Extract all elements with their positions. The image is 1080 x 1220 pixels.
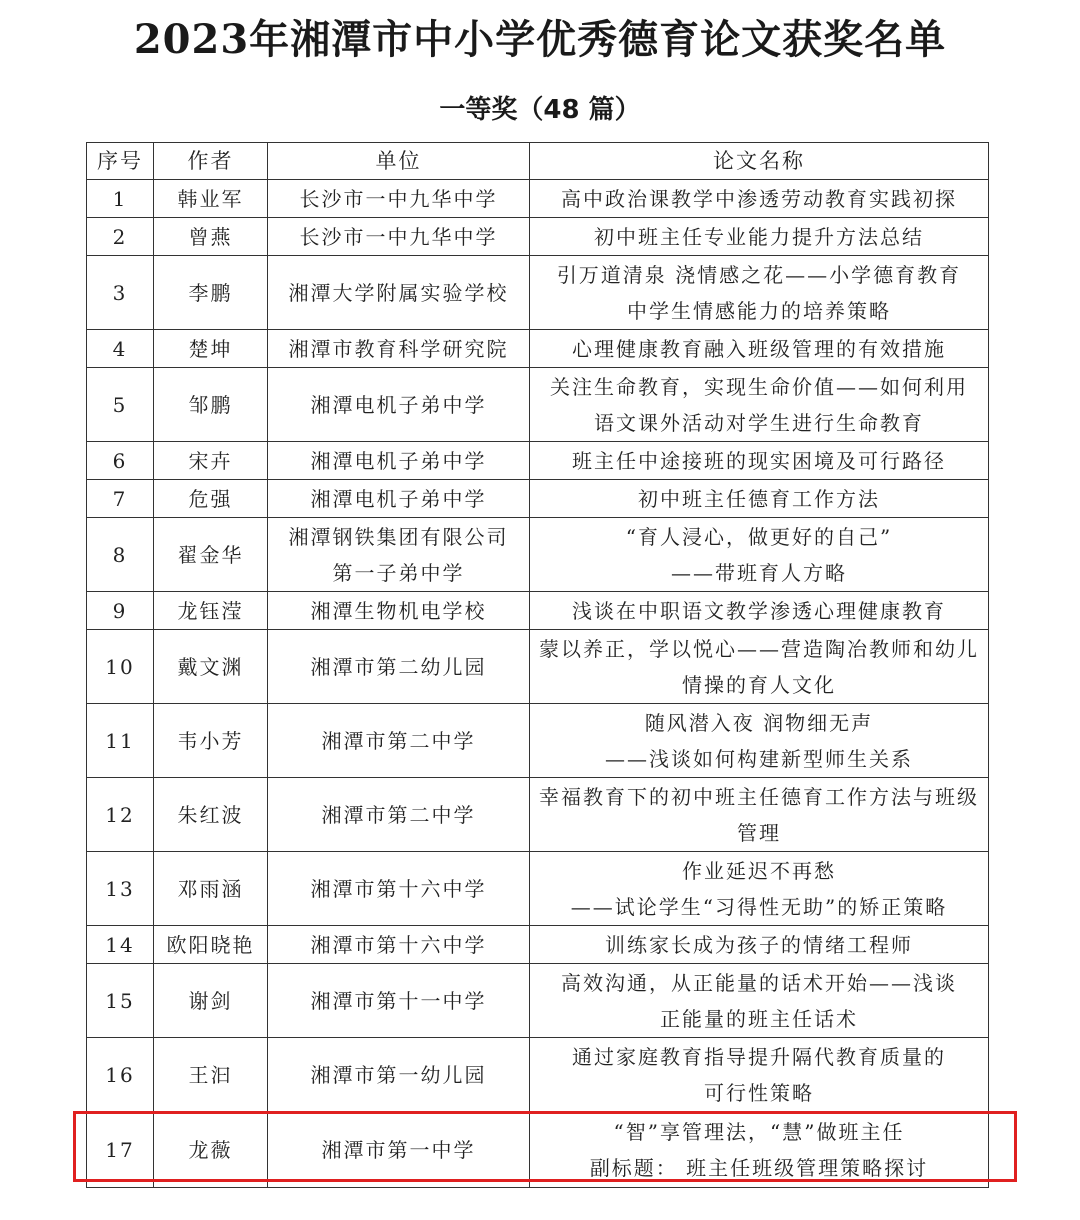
row-unit [268,778,530,852]
row-unit [268,1038,530,1112]
row-paper-title [530,1112,989,1188]
row-number: 12 [87,778,154,852]
table-row [87,1112,989,1188]
table-row [87,704,989,778]
paper-title-line: 正能量的班主任话术 [660,1006,858,1031]
row-author: 楚坤 [154,330,268,368]
row-author: 欧阳晓艳 [154,926,268,964]
row-number: 4 [87,330,154,368]
unit-line: 湘潭电机子弟中学 [310,448,487,473]
unit-line: 湘潭市第一中学 [321,1137,476,1162]
table-body [87,180,989,1188]
row-number: 7 [87,480,154,518]
paper-title-line: 心理健康教育融入班级管理的有效措施 [572,336,946,361]
row-paper-title [530,852,989,926]
row-author: 李鹏 [154,256,268,330]
unit-line: 湘潭大学附属实验学校 [288,280,509,305]
unit-line: 湘潭市教育科学研究院 [288,336,509,361]
row-number: 2 [87,218,154,256]
row-unit [268,480,530,518]
table-row [87,368,989,442]
row-paper-title [530,518,989,592]
row-author: 龙薇 [154,1112,268,1188]
row-paper-title [530,926,989,964]
table-row [87,964,989,1038]
table-row [87,852,989,926]
row-paper-title [530,368,989,442]
unit-line: 湘潭电机子弟中学 [310,486,487,511]
paper-title-line: 语文课外活动对学生进行生命教育 [594,410,924,435]
row-paper-title [530,630,989,704]
row-author: 邹鹏 [154,368,268,442]
row-number: 14 [87,926,154,964]
row-unit [268,592,530,630]
paper-title-line: 情操的育人文化 [682,672,836,697]
row-unit [268,1112,530,1188]
paper-title-line: 副标题： 班主任班级管理策略探讨 [589,1155,929,1180]
table-header-row [87,143,989,180]
row-author: 王汩 [154,1038,268,1112]
header-title: 论文名称 [530,143,989,180]
row-unit [268,852,530,926]
paper-title-line: 班主任中途接班的现实困境及可行路径 [572,448,946,473]
unit-line: 湘潭市第二幼儿园 [310,654,487,679]
table-row [87,218,989,256]
unit-line: 湘潭市第二中学 [321,802,476,827]
row-paper-title [530,480,989,518]
row-author: 韩业军 [154,180,268,218]
row-number: 16 [87,1038,154,1112]
row-author: 谢剑 [154,964,268,1038]
paper-title-line: ——浅谈如何构建新型师生关系 [605,746,913,771]
paper-title-line: 初中班主任专业能力提升方法总结 [594,224,924,249]
row-paper-title [530,256,989,330]
paper-title-line: 中学生情感能力的培养策略 [627,298,891,323]
row-unit [268,368,530,442]
unit-line: 长沙市一中九华中学 [299,224,498,249]
header-unit: 单位 [268,143,530,180]
paper-title-line: “智”享管理法，“慧”做班主任 [613,1119,905,1144]
paper-title-line: 高中政治课教学中渗透劳动教育实践初探 [561,186,957,211]
table-row [87,518,989,592]
unit-line: 湘潭市第一幼儿园 [310,1062,487,1087]
row-unit [268,518,530,592]
table-row [87,180,989,218]
row-author: 戴文渊 [154,630,268,704]
row-number: 11 [87,704,154,778]
table-row [87,630,989,704]
paper-title-line: 初中班主任德育工作方法 [638,486,880,511]
paper-title-line: 蒙以养正，学以悦心——营造陶冶教师和幼儿 [539,636,979,661]
paper-title-line: 可行性策略 [704,1080,814,1105]
table-row [87,480,989,518]
row-paper-title [530,704,989,778]
unit-line: 湘潭钢铁集团有限公司 [288,524,509,549]
paper-title-line: 通过家庭教育指导提升隔代教育质量的 [572,1044,946,1069]
paper-title-line: 浅谈在中职语文教学渗透心理健康教育 [572,598,946,623]
header-author: 作者 [154,143,268,180]
row-paper-title [530,180,989,218]
row-unit [268,926,530,964]
unit-line: 湘潭市第十六中学 [310,876,487,901]
row-number: 5 [87,368,154,442]
unit-line: 第一子弟中学 [332,560,465,585]
row-unit [268,964,530,1038]
unit-line: 长沙市一中九华中学 [299,186,498,211]
paper-title-line: 幸福教育下的初中班主任德育工作方法与班级 [539,784,979,809]
table-row [87,778,989,852]
row-unit [268,218,530,256]
paper-title-line: 作业延迟不再愁 [682,858,836,883]
row-unit [268,256,530,330]
paper-title-line: 高效沟通，从正能量的话术开始——浅谈 [561,970,957,995]
paper-title-line: ——带班育人方略 [671,560,847,585]
paper-title-line: 管理 [737,820,781,845]
row-paper-title [530,1038,989,1112]
row-number: 17 [87,1112,154,1188]
paper-title-line: 训练家长成为孩子的情绪工程师 [605,932,913,957]
row-author: 邓雨涵 [154,852,268,926]
row-unit [268,330,530,368]
row-paper-title [530,778,989,852]
row-number: 6 [87,442,154,480]
unit-line: 湘潭电机子弟中学 [310,392,487,417]
row-number: 13 [87,852,154,926]
row-author: 宋卉 [154,442,268,480]
row-paper-title [530,218,989,256]
row-paper-title [530,330,989,368]
table-row [87,1038,989,1112]
award-table [86,142,989,1188]
row-author: 龙钰滢 [154,592,268,630]
row-number: 3 [87,256,154,330]
award-level-subtitle: 一等奖（48 篇） [439,95,641,125]
row-author: 翟金华 [154,518,268,592]
paper-title-line: 引万道清泉 浇情感之花——小学德育教育 [556,262,962,287]
row-paper-title [530,592,989,630]
row-unit [268,180,530,218]
row-author: 朱红波 [154,778,268,852]
row-author: 曾燕 [154,218,268,256]
row-number: 9 [87,592,154,630]
row-author: 韦小芳 [154,704,268,778]
paper-title-line: “育人浸心，做更好的自己” [625,524,893,549]
unit-line: 湘潭市第二中学 [321,728,476,753]
row-unit [268,704,530,778]
paper-title-line: 随风潜入夜 润物细无声 [644,710,874,735]
table-row [87,442,989,480]
row-number: 1 [87,180,154,218]
row-number: 10 [87,630,154,704]
row-number: 15 [87,964,154,1038]
row-paper-title [530,442,989,480]
document-title: 2023年湘潭市中小学优秀德育论文获奖名单 [133,16,947,63]
row-number: 8 [87,518,154,592]
row-unit [268,630,530,704]
row-paper-title [530,964,989,1038]
row-unit [268,442,530,480]
header-no: 序号 [87,143,154,180]
table-row [87,256,989,330]
unit-line: 湘潭生物机电学校 [310,598,487,623]
unit-line: 湘潭市第十六中学 [310,932,487,957]
table-row [87,330,989,368]
paper-title-line: ——试论学生“习得性无助”的矫正策略 [570,894,948,919]
table-row [87,926,989,964]
unit-line: 湘潭市第十一中学 [310,988,487,1013]
row-author: 危强 [154,480,268,518]
table-row [87,592,989,630]
paper-title-line: 关注生命教育，实现生命价值——如何利用 [550,374,968,399]
